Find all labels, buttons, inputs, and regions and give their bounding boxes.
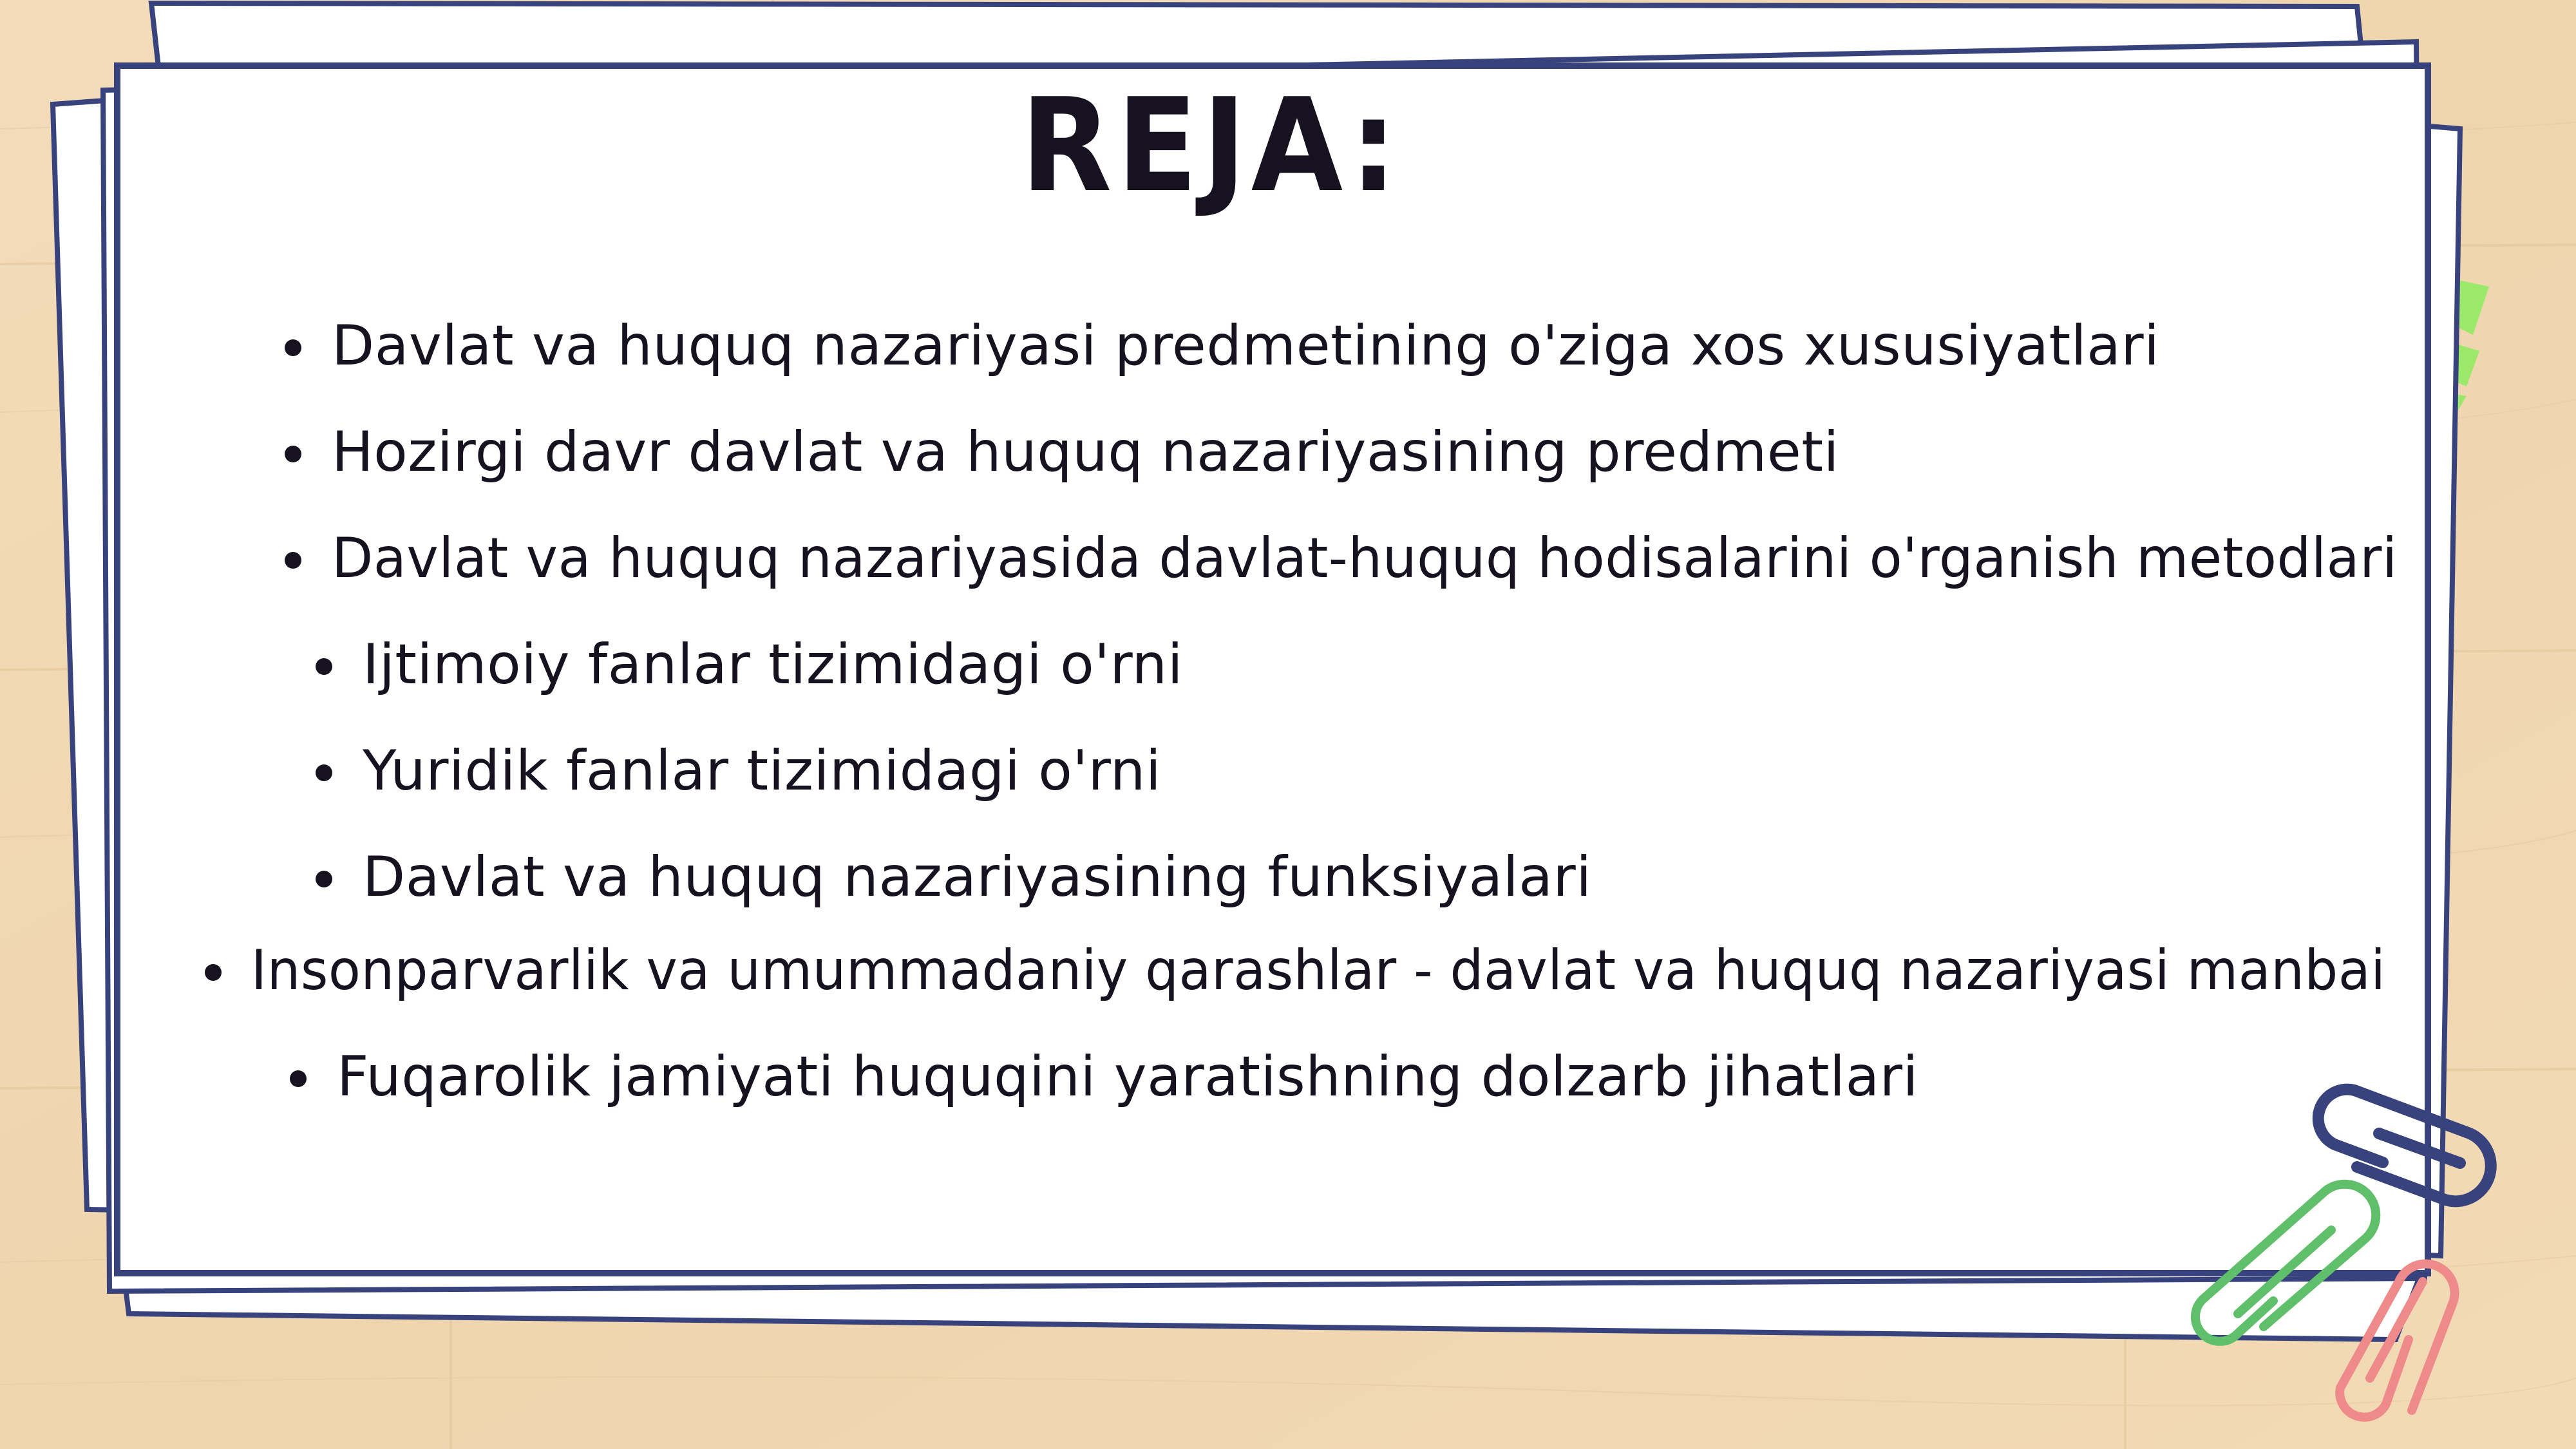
- list-item: Davlat va huquq nazariyasi predmetining o'ziga xos xususiyatlari: [332, 314, 2160, 378]
- bullet-dot: [285, 339, 301, 356]
- list-item: Yuridik fanlar tizimidagi o'rni: [363, 739, 1162, 803]
- list-item: Ijtimoiy fanlar tizimidagi o'rni: [363, 632, 1184, 697]
- list-item: Insonparvarlik va umummadaniy qarashlar - davlat va huquq nazariyasi manbai: [251, 938, 2386, 1003]
- bullet-dot: [285, 446, 301, 462]
- list-item: Davlat va huquq nazariyasining funksiyalari: [363, 845, 1592, 909]
- list-item: Davlat va huquq nazariyasida davlat-huquq hodisalarini o'rganish metodlari: [332, 526, 2398, 591]
- list-item: Hozirgi davr davlat va huquq nazariyasining predmeti: [332, 420, 1839, 484]
- bullet-dot: [316, 658, 332, 675]
- bullet-dot: [285, 552, 301, 569]
- bullet-dot: [316, 764, 332, 781]
- bullet-dot: [205, 964, 222, 981]
- list-item: Fuqarolik jamiyati huquqini yaratishning dolzarb jihatlari: [337, 1045, 1918, 1109]
- slide-title: REJA:: [1020, 71, 1402, 221]
- bullet-dot: [316, 871, 332, 887]
- bullet-dot: [290, 1070, 307, 1087]
